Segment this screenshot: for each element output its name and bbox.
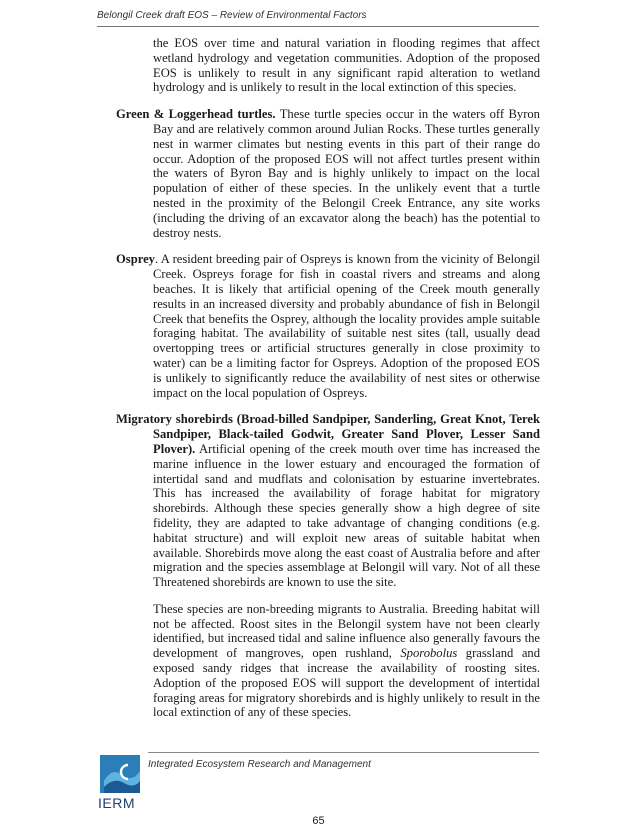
shorebirds-para2-a: These species are non-breeding migrants to Australia. Breeding habitat will not be affected. Roost sites in the Belongil system have not been clearly identified, but increased tidal and saline influence also generally favours the development of mangroves, open rushland, <box>153 601 540 661</box>
shorebirds-paragraph-2 <box>153 602 540 720</box>
page-header: Belongil Creek draft EOS – Review of Environmental Factors <box>97 10 367 21</box>
osprey-paragraph <box>116 252 540 400</box>
footer-rule <box>148 752 539 753</box>
turtles-heading: Green & Loggerhead turtles. <box>116 107 276 122</box>
turtles-paragraph <box>116 107 540 240</box>
shorebirds-heading: Migratory shorebirds (Broad-billed Sandpiper, Sanderling, Great Knot, Terek Sandpiper, Black-tailed Godwit, Greater Sand Plover, Lesser Sand Plover). <box>116 412 540 456</box>
intro-paragraph: the EOS over time and natural variation in flooding regimes that affect wetland hydrology and vegetation communities. Adoption of the proposed EOS is unlikely to result in any significant rapid alteration to wetland hydrology and is unlikely to result in the local extinction of this species. <box>153 36 540 95</box>
shorebirds-para2-b: grassland and exposed sandy ridges that increase the availability of roosting sites. Adoption of the proposed EOS will support the development of intertidal foraging areas for migratory shorebirds and is highly unlikely to result in the local extinction of any of these species. <box>153 646 541 720</box>
osprey-text: . A resident breeding pair of Ospreys is known from the vicinity of Belongil Creek. Ospreys forage for fish in coastal rivers and streams and along beaches. It is likely that artificial opening of the Creek mouth generally results in an increased diversity and probably abundance of fish in Belongil Creek that benefits the Osprey, although the locality provides ample suitable foraging habitat. The availability of suitable nest sites (tall, usually dead overtopping trees or artificial structures generally in close proximity to water) can be a limiting factor for Ospreys. Adoption of the proposed EOS is unlikely to significantly reduce the availability of nest sites or otherwise impact on the local population of Ospreys. <box>153 252 540 400</box>
osprey-heading: Osprey <box>116 252 155 267</box>
header-rule <box>97 26 539 27</box>
sporobolus-italic: Sporobolus <box>400 646 458 661</box>
document-body <box>116 36 540 720</box>
footer-organisation: Integrated Ecosystem Research and Management <box>148 759 371 770</box>
shorebirds-text: Artificial opening of the creek mouth over time has increased the marine influence in the lower estuary and encouraged the formation of intertidal sand and mudflats and colonisation by estuarine invertebrates. This has increased the availability of forage habitat for migratory shorebirds. Although these species generally show a high degree of site fidelity, they are adapted to take advantage of changing conditions (e.g. habitat structure) and will exploit new areas of suitable habitat when available. Shorebirds move along the east coast of Australia before and after migration and the species assemblage at Belongil will vary. Not of all these Threatened shorebirds are known to use the site. <box>153 441 540 590</box>
logo-text: IERM <box>98 795 135 811</box>
turtles-text: These turtle species occur in the waters off Byron Bay and are relatively common around Julian Rocks. These turtles generally nest in warmer climates but nesting events in this part of their range do occur. Adoption of the proposed EOS will not affect turtles present within the waters of Byron Bay and is highly unlikely to impact on the local population of either of these species. In the unlikely event that a turtle nested in the proximity of the Belongil Creek Entrance, any site works (including the driving of an excavator along the beach) has the potential to destroy nests. <box>153 107 540 240</box>
page-number: 65 <box>312 815 325 827</box>
shorebirds-paragraph <box>116 412 540 590</box>
